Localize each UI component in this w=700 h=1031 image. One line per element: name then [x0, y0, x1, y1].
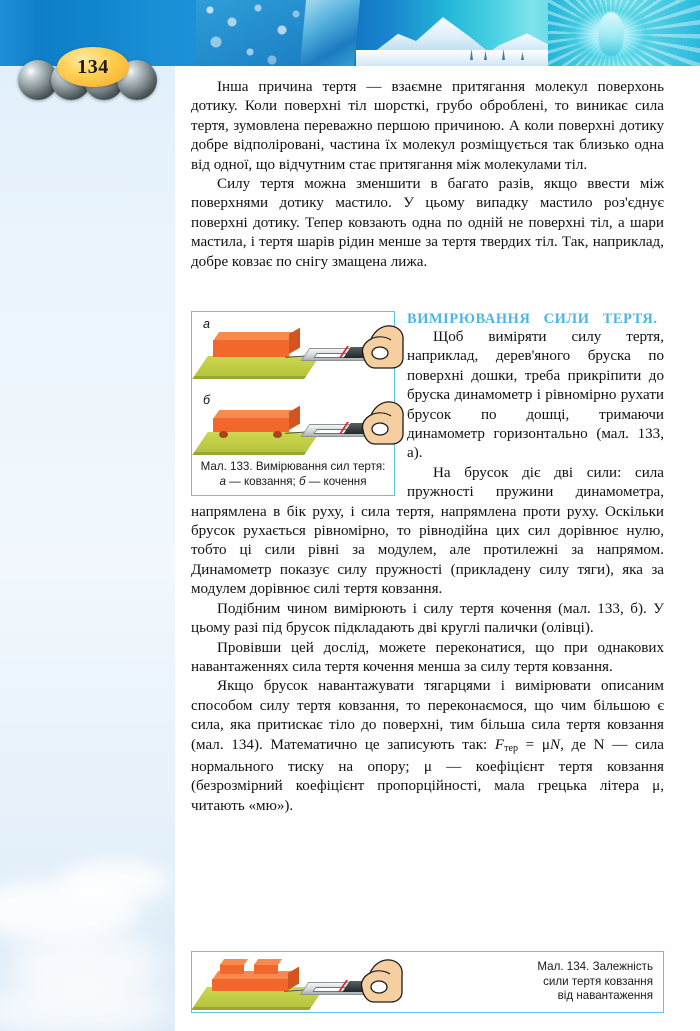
ice-block-icon [300, 0, 360, 66]
figure-134-scene [198, 955, 448, 1017]
splash-core [598, 12, 624, 56]
paragraph: На брусок діє дві сили: сила пружності пружини динамометра, напрямлена в бік руху, і сила тертя, напрямлена проти руху. Оскільки брусок рухається рівномірно, то рівнодійна цих сил дорівнює нулю, тобто ці сили рівні за модулем, але протилежні за напрямом. Динамометр показує силу пружності (прикладену силу тяги), яка за модулем дорівнює силі тертя ковзання. [191, 464, 664, 598]
wooden-block [213, 418, 289, 432]
water-splash-icon [548, 0, 700, 66]
wooden-block [212, 979, 288, 991]
figure-133 [191, 311, 395, 496]
section-heading: ВИМІРЮВАННЯ СИЛИ ТЕРТЯ. [407, 311, 658, 327]
figure-133-caption-mid: — ковзання; [225, 474, 299, 488]
figure-133-caption [197, 460, 389, 489]
figure-134-caption-line2: сили тертя ковзання [543, 974, 653, 988]
formula-tail-text: , де N — сила нормального тиску на опору; μ — коефіцієнт тертя ковзання (безрозмірний коефіцієнт пропорційності, мала грецька літера μ, читають «мю»). [191, 736, 665, 814]
figure-133-scene-b [197, 394, 389, 456]
paragraph-with-formula [191, 677, 664, 816]
weight-load-top [220, 959, 248, 965]
roller-pencil [219, 431, 228, 438]
figure-133-caption-a: а [219, 474, 226, 488]
paragraph: Подібним чином вимірюють і силу тертя кочення (мал. 133, б). У цьому разі під брусок підкладають дві круглі палички (олівці). [191, 600, 664, 637]
formula-normal-force: N [549, 736, 561, 753]
page-number-badge [57, 47, 129, 87]
cloud-decoration [60, 860, 170, 904]
roller-pencil [273, 431, 282, 438]
paragraph: Щоб виміряти силу тертя, наприклад, дерев'яного бруска по поверхні дошки, треба прикріпити до бруска динамометр і рівномірно рухати брусок по дошці, тримаючи динамометр горизонтально (мал. 133, а). [407, 329, 664, 462]
figure-133-caption-line1: Мал. 133. Вимірювання сил тертя: [200, 460, 386, 473]
figure-134 [191, 951, 664, 1013]
figure-and-text-block [191, 311, 664, 816]
figure-134-caption [503, 960, 653, 1004]
paragraph: Інша причина тертя — взаємне притягання молекул поверхонь дотику. Коли поверхні тіл шорсткі, грубо оброблені, то виникає сила тертя, зумовлена переважно першою причиною. А коли поверхні дотику добре відполіровані, частина їх молекул розміщується так близько одна від одної, що відчутним стає притягання між молекулами тіл. [191, 79, 664, 173]
formula-subscript: тер [504, 742, 518, 754]
content-panel [175, 66, 700, 1031]
water-drops-icon [196, 0, 316, 66]
figure-133-scene-a [197, 318, 389, 380]
intro-text-block [191, 78, 664, 272]
formula-symbol: F [494, 736, 505, 753]
hand-icon [357, 400, 405, 446]
weight-load-top [254, 959, 282, 965]
formula-lead-text: Якщо брусок навантажувати тягарцями і вимірювати описаним способом силу тертя ковзання, то переконаємося, що чим більшою є сила, яка притискає тіло до поверхні, тим більша сила тертя ковзання (мал. 134). Математично це записують так: [191, 678, 664, 753]
formula-equals: = μ [517, 736, 550, 753]
block-side-face [289, 328, 300, 354]
figure-133-caption-end: — кочення [305, 474, 367, 488]
paragraph: Силу тертя можна зменшити в багато разів, якщо ввести між поверхнями дотику мастило. У цьому випадку мастило роз'єднує поверхні дотику. Тепер ковзають одна по одній не поверхні тіл, а шари мастила, і тертя шарів рідин менше за тертя твердих тіл. Так, наприклад, добре ковзає по снігу змащена лижа. [191, 176, 664, 270]
paragraph: Провівши цей дослід, можете переконатися, що при однакових навантаженнях сила тертя кочення менша за силу тертя ковзання. [191, 639, 664, 675]
weight-load [220, 964, 244, 974]
wooden-block [213, 340, 289, 357]
figure-134-caption-line1: Мал. 134. Залежність [537, 960, 653, 973]
scene-label-a: а [203, 317, 210, 331]
hand-icon [356, 958, 404, 1004]
figure-133-caption-b: б [298, 474, 306, 488]
hand-icon [357, 324, 405, 370]
page-number: 134 [77, 55, 109, 78]
weight-load [254, 964, 278, 974]
cloud-decoration [0, 980, 170, 1031]
scene-label-b: б [203, 393, 211, 407]
figure-134-caption-line3: від навантаження [557, 989, 653, 1003]
